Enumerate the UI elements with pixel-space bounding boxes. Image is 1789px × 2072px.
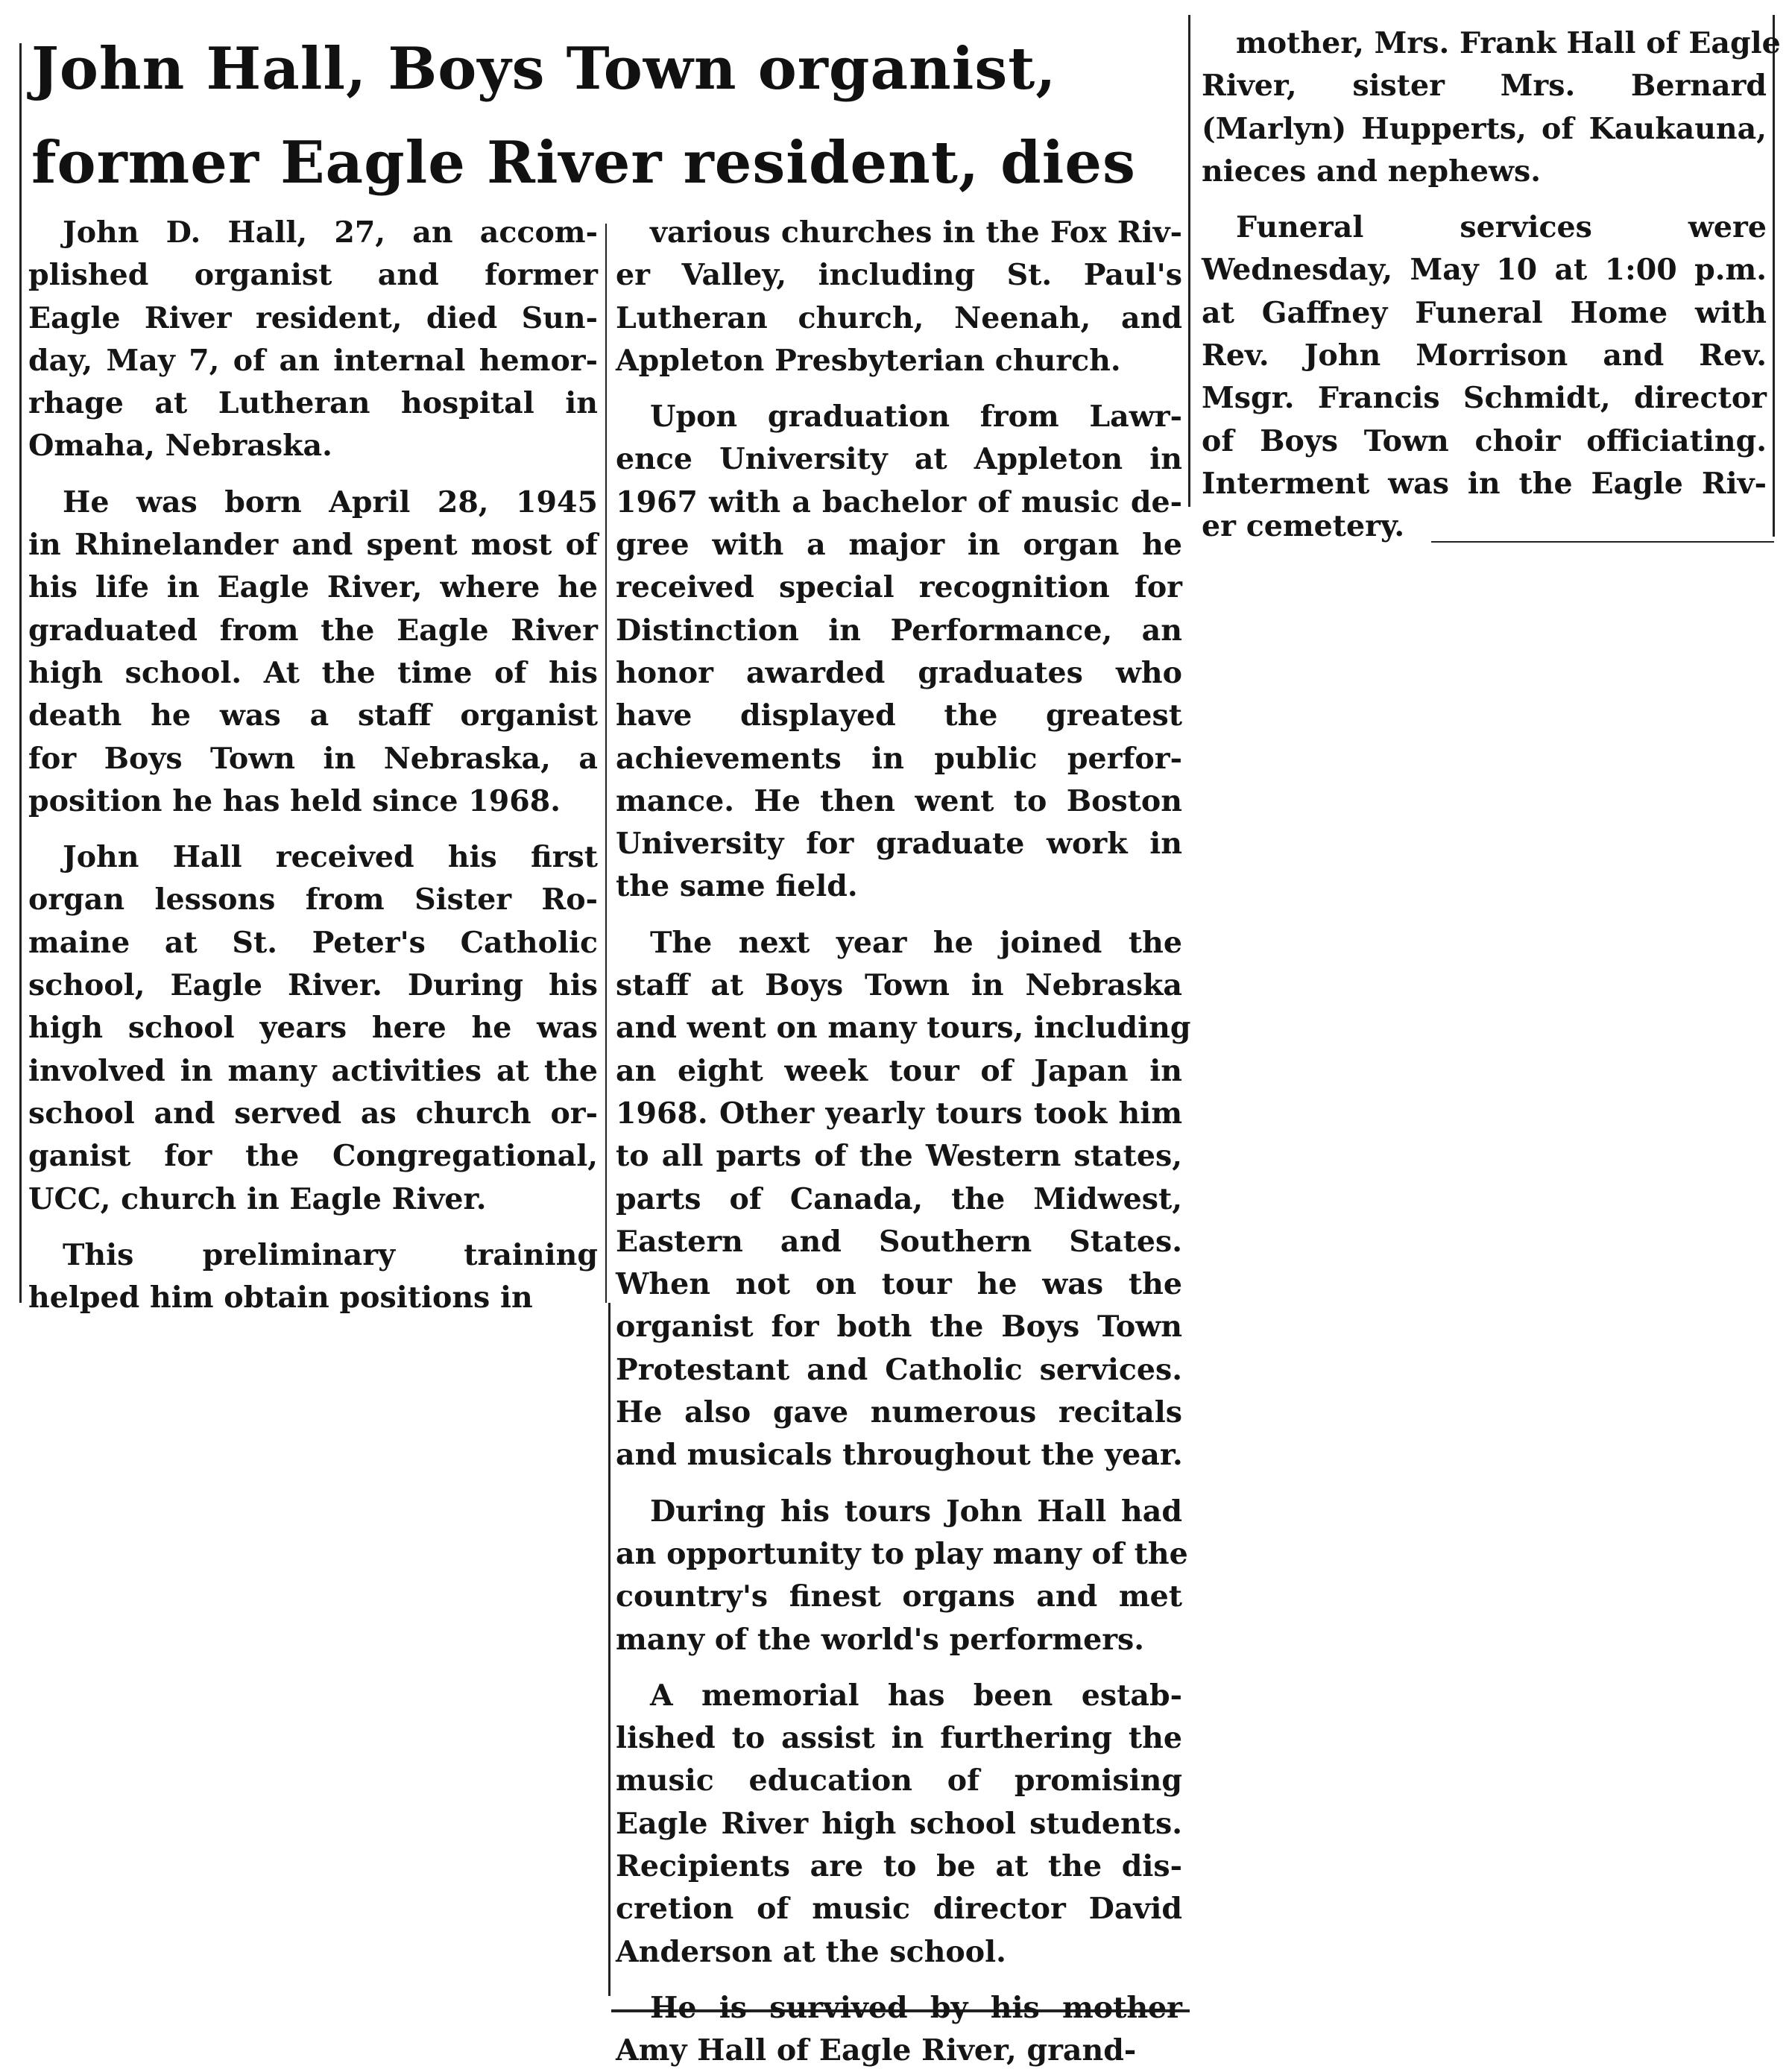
text-line: high school years here he was [28,1011,598,1046]
text-line: He was born April 28, 1945 [63,484,598,519]
text-line: at Gaffney Funeral Home with [1202,295,1767,330]
headline-line: former Eagle River resident, dies [31,129,1136,197]
text-line: have displayed the greatest [616,698,1182,733]
article-column-2 [616,212,1191,2072]
text-line: helped him obtain positions in [28,1280,533,1315]
text-line: John Hall received his first [63,840,598,875]
article-paragraph [616,922,1191,1477]
article-paragraph [28,836,598,1221]
article-column-3 [1202,22,1781,549]
text-line: many of the world's performers. [616,1622,1145,1657]
text-line: his life in Eagle River, where he [28,570,598,605]
text-line: high school. At the time of his [28,655,598,690]
text-line: mance. He then went to Boston [616,783,1182,818]
text-line: He is survived by his mother [650,1990,1182,2025]
text-line: an eight week tour of Japan in [616,1053,1182,1088]
text-line: staff at Boys Town in Nebraska [616,968,1182,1003]
article-paragraph [616,1491,1188,1661]
text-line: Rev. John Morrison and Rev. [1202,338,1767,373]
text-line: for Boys Town in Nebraska, a [28,741,598,776]
text-line: 1967 with a bachelor of music de- [616,484,1182,519]
text-line: During his tours John Hall had [650,1494,1182,1529]
article-paragraph [28,481,598,823]
text-line: gree with a major in organ he [616,528,1182,563]
column-rule-4 [1773,15,1775,537]
text-line: ence University at Appleton in [616,442,1182,477]
text-line: and went on many tours, including [616,1011,1191,1046]
article-paragraph [28,212,598,468]
text-line: A memorial has been estab- [650,1678,1182,1713]
text-line: When not on tour he was the [616,1267,1182,1302]
text-line: cretion of music director David [616,1892,1182,1927]
article-headline [31,22,1179,210]
text-line: country's finest organs and met [616,1579,1182,1614]
text-line: Eagle River high school students. [616,1806,1182,1841]
text-line: graduated from the Eagle River [28,613,598,648]
text-line: Interment was in the Eagle Riv- [1202,466,1767,501]
text-line: University for graduate work in [616,827,1182,862]
text-line: various churches in the Fox Riv- [650,215,1182,250]
text-line: plished organist and former [28,258,598,293]
column-rule-3 [1188,15,1190,507]
article-paragraph [616,396,1182,909]
text-line: Funeral services were [1236,210,1767,245]
article-paragraph [616,1675,1182,1974]
text-line: school, Eagle River. During his [28,968,598,1003]
text-line: Wednesday, May 10 at 1:00 p.m. [1202,253,1767,288]
text-line: achievements in public perfor- [616,741,1182,776]
text-line: an opportunity to play many of the [616,1536,1188,1571]
text-line: and musicals throughout the year. [616,1438,1183,1473]
left-border-rule [19,43,22,1303]
text-line: received special recognition for [616,570,1182,605]
text-line: er cemetery. [1202,509,1405,544]
headline-line: John Hall, Boys Town organist, [31,35,1057,103]
text-line: honor awarded graduates who [616,655,1182,690]
text-line: Eagle River resident, died Sun- [28,300,598,335]
text-line: Omaha, Nebraska. [28,429,332,464]
text-line: (Marlyn) Hupperts, of Kaukauna, [1202,111,1767,146]
text-line: Upon graduation from Lawr- [650,399,1182,435]
text-line: Anderson at the school. [616,1934,1006,1969]
text-line: organ lessons from Sister Ro- [28,882,598,917]
text-line: Recipients are to be at the dis- [616,1848,1182,1883]
article-column-1 [28,212,598,1319]
text-line: Amy Hall of Eagle River, grand- [616,2033,1137,2068]
column-rule-2 [608,1303,610,1996]
text-line: mother, Mrs. Frank Hall of Eagle [1236,26,1781,60]
text-line: rhage at Lutheran hospital in [28,386,598,421]
text-line: River, sister Mrs. Bernard [1202,69,1767,104]
text-line: of Boys Town choir officiating. [1202,423,1767,458]
text-line: in Rhinelander and spent most of [28,528,598,563]
text-line: This preliminary training [63,1237,598,1272]
text-line: parts of Canada, the Midwest, [616,1181,1182,1216]
text-line: school and served as church or- [28,1096,598,1131]
text-line: John D. Hall, 27, an accom- [63,215,598,250]
text-line: The next year he joined the [650,925,1182,960]
text-line: Appleton Presbyterian church. [616,343,1121,378]
article-paragraph [28,1234,598,1320]
text-line: position he has held since 1968. [28,783,561,818]
article-paragraph [616,1987,1182,2072]
text-line: Distinction in Performance, an [616,613,1182,648]
text-line: UCC, church in Eagle River. [28,1181,487,1216]
text-line: lished to assist in furthering the [616,1721,1182,1756]
text-line: Msgr. Francis Schmidt, director [1202,381,1767,416]
text-line: day, May 7, of an internal hemor- [28,343,598,378]
text-line: to all parts of the Western states, [616,1139,1182,1174]
text-line: er Valley, including St. Paul's [616,258,1182,293]
column-rule-1 [605,224,607,1303]
text-line: maine at St. Peter's Catholic [28,925,598,960]
text-line: organist for both the Boys Town [616,1310,1182,1345]
text-line: He also gave numerous recitals [616,1395,1182,1430]
text-line: 1968. Other yearly tours took him [616,1096,1182,1131]
text-line: death he was a staff organist [28,698,598,733]
article-paragraph [1202,22,1781,193]
article-paragraph [1202,206,1767,548]
text-line: nieces and nephews. [1202,154,1542,189]
text-line: music education of promising [616,1763,1182,1798]
text-line: Protestant and Catholic services. [616,1352,1182,1387]
article-paragraph [616,212,1182,382]
text-line: Eastern and Southern States. [616,1224,1182,1259]
text-line: involved in many activities at the [28,1053,598,1088]
text-line: Lutheran church, Neenah, and [616,300,1182,335]
text-line: ganist for the Congregational, [28,1139,598,1174]
text-line: the same field. [616,869,858,904]
